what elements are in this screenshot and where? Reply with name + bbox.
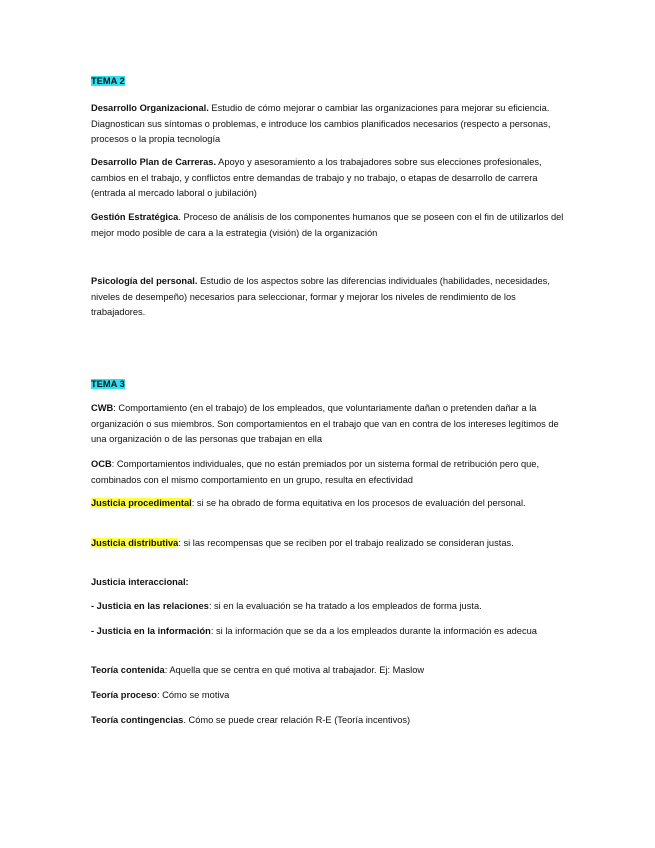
tema3-item-justicia-interaccional: Justicia interaccional: bbox=[91, 577, 189, 587]
tema2-item-desarrollo-organizacional: Desarrollo Organizacional. Estudio de cómo mejorar o cambiar las organizaciones para mejorar su eficiencia. Diagnostican sus síntomas o problemas, e introduce los cambios planificados necesarios (respecto a personas, procesos o la propia tecnología bbox=[91, 103, 551, 145]
tema3-item-justicia-informacion: - Justicia en la información: si la información que se da a los empleados durante la información es adecua bbox=[91, 626, 537, 636]
tema2-item-gestion-estrategica: Gestión Estratégica. Proceso de análisis de los componentes humanos que se poseen con el fin de utilizarlos del mejor modo posible de cara a la estrategia (visión) de la organización bbox=[91, 212, 564, 238]
tema2-item-psicologia-personal: Psicología del personal. Estudio de los aspectos sobre las diferencias individuales (habilidades, necesidades, niveles de desempeño) necesarios para seleccionar, formar y mejorar los niveles de rendimiento de los trabajadores. bbox=[91, 276, 550, 318]
tema3-heading: TEMA 3 bbox=[91, 379, 125, 389]
tema2-item-plan-carreras: Desarrollo Plan de Carreras. Apoyo y asesoramiento a los trabajadores sobre sus elecciones profesionales, cambios en el trabajo, y conflictos entre demandas de trabajo y no trabajo, o etapas de desarrollo de carrera (entrada al mercado laboral o jubilación) bbox=[91, 157, 542, 199]
tema3-item-cwb: CWB: Comportamiento (en el trabajo) de los empleados, que voluntariamente dañan o pretenden dañar a la organización o sus miembros. Son comportamientos en el trabajo que van en contra de los intereses legítimos de una organización o de las personas que trabajan en ella bbox=[91, 403, 559, 445]
tema3-item-justicia-relaciones: - Justicia en las relaciones: si en la evaluación se ha tratado a los empleados de forma justa. bbox=[91, 601, 482, 611]
tema3-item-teoria-contenida: Teoría contenida: Aquella que se centra en qué motiva al trabajador. Ej: Maslow bbox=[91, 665, 425, 675]
tema3-item-justicia-distributiva: Justicia distributiva: si las recompensas que se reciben por el trabajo realizado se consideran justas. bbox=[91, 538, 514, 548]
tema3-item-ocb: OCB: Comportamientos individuales, que no están premiados por un sistema formal de retribución pero que, combinados con el mismo comportamiento en un grupo, resulta en efectividad bbox=[91, 459, 540, 485]
tema3-item-justicia-procedimental: Justicia procedimental: si se ha obrado de forma equitativa en los procesos de evaluación del personal. bbox=[91, 498, 526, 508]
tema3-item-teoria-contingencias: Teoría contingencias. Cómo se puede crear relación R-E (Teoría incentivos) bbox=[91, 715, 411, 725]
tema2-heading: TEMA 2 bbox=[91, 76, 125, 86]
tema3-item-teoria-proceso: Teoría proceso: Cómo se motiva bbox=[91, 690, 230, 700]
